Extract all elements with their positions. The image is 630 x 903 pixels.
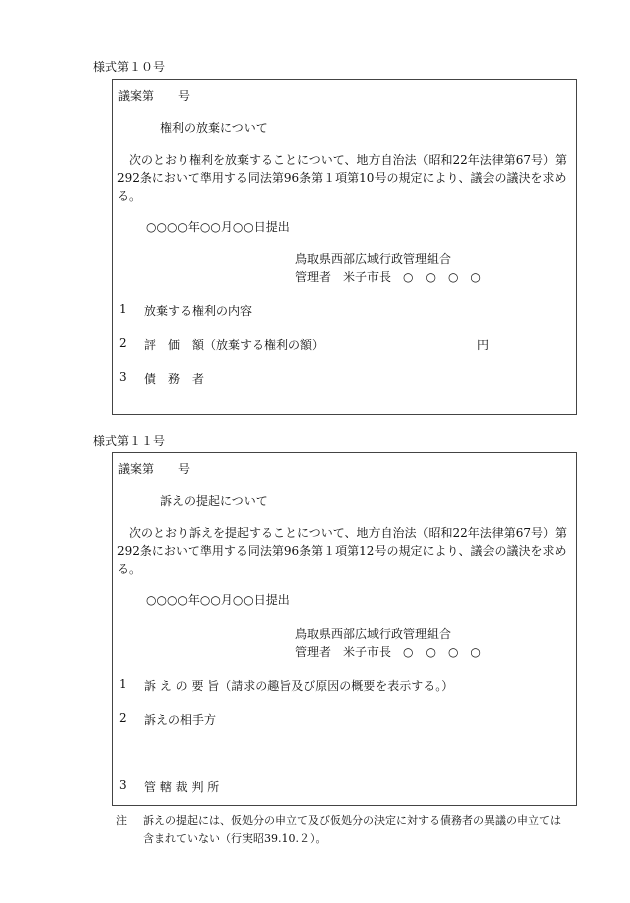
- form10-yen-unit: 円: [477, 338, 490, 352]
- form11-box: [112, 452, 577, 806]
- form10-item-number: 3: [119, 370, 127, 384]
- form10-label: 様式第１０号: [93, 60, 166, 74]
- form10-organization: 鳥取県西部広域行政管理組合: [295, 252, 452, 266]
- form11-item-text: 訴 え の 要 旨（請求の趣旨及び原因の概要を表示する。）: [144, 679, 454, 693]
- form11-item-number: 3: [119, 778, 127, 792]
- form10-body: 次のとおり権利を放棄することについて、地方自治法（昭和22年法律第67号）第292条において準用する同法第96条第１項第10号の規定により、議会の議決を求める。: [117, 153, 568, 203]
- form10-item-number: 1: [119, 302, 127, 316]
- form11-date: ○○○○年○○月○○日提出: [146, 593, 290, 607]
- form10-bill-number: 議案第 号: [118, 89, 191, 103]
- form10-item-text: 債 務 者: [144, 372, 205, 386]
- note-mark: 注: [116, 814, 127, 827]
- form11-item-text: 管 轄 裁 判 所: [144, 780, 220, 794]
- form11-organization: 鳥取県西部広域行政管理組合: [295, 627, 452, 641]
- form11-bill-number: 議案第 号: [118, 462, 191, 476]
- form11-item-number: 1: [119, 677, 127, 691]
- form10-manager: 管理者 米子市長 ○ ○ ○ ○: [295, 270, 481, 284]
- form11-manager: 管理者 米子市長 ○ ○ ○ ○: [295, 645, 481, 659]
- form10-item-text: 放棄する権利の内容: [144, 304, 253, 318]
- form10-item-number: 2: [119, 336, 127, 350]
- footnote: 訴えの提起には、仮処分の申立て及び仮処分の決定に対する債務者の異議の申立ては含まれていない（行実昭39.10.２）。: [143, 814, 561, 845]
- form10-box: [112, 79, 577, 415]
- form11-item-text: 訴えの相手方: [144, 713, 217, 727]
- form11-item-number: 2: [119, 711, 127, 725]
- form10-item-text: 評 価 額（放棄する権利の額）: [144, 338, 325, 352]
- form10-title: 権利の放棄について: [160, 121, 268, 135]
- form11-label: 様式第１１号: [93, 434, 166, 448]
- form11-body: 次のとおり訴えを提起することについて、地方自治法（昭和22年法律第67号）第292条において準用する同法第96条第１項第12号の規定により、議会の議決を求める。: [117, 526, 568, 576]
- form10-date: ○○○○年○○月○○日提出: [146, 220, 290, 234]
- form11-title: 訴えの提起について: [160, 494, 268, 508]
